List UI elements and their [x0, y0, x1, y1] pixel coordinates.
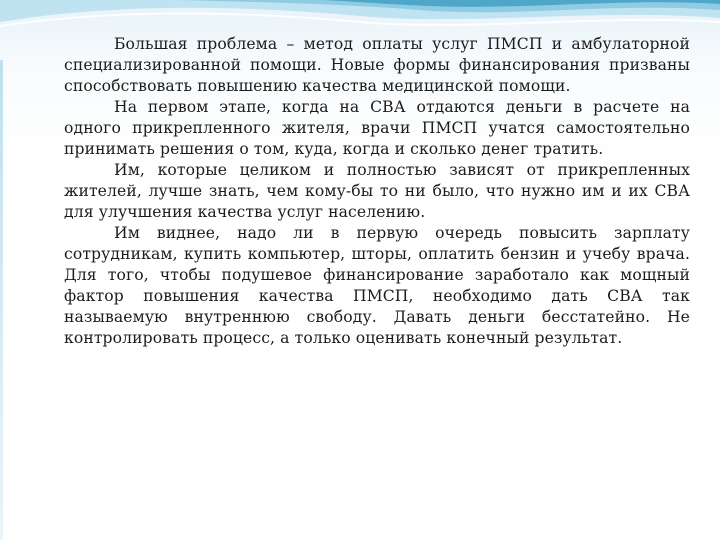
paragraph-1: Большая проблема – метод оплаты услуг ПМСП и амбулаторной специализированной помощи. Новые формы финансирования призваны способствовать повышению качества медицинской помощи. [64, 35, 690, 95]
paragraph-4: Им виднее, надо ли в первую очередь повысить зарплату сотрудникам, купить компьютер, шторы, оплатить бензин и учебу врача. Для того, чтобы подушевое финансирование заработало как мощный фактор повышения качества ПМСП, необходимо дать СВА так называемую внутреннюю свободу. Давать деньги бесстатейно. Не контролировать процесс, а только оценивать конечный результат. [64, 224, 690, 347]
paragraph-2: На первом этапе, когда на СВА отдаются деньги в расчете на одного прикрепленного жителя, врачи ПМСП учатся самостоятельно принимать решения о том, куда, когда и сколько денег тратить. [64, 98, 690, 158]
paragraph-3: Им, которые целиком и полностью зависят от прикрепленных жителей, лучше знать, чем кому-бы то ни было, что нужно им и их СВА для улучшения качества услуг населению. [64, 161, 690, 221]
left-accent-rule [0, 60, 3, 540]
body-text [64, 34, 690, 349]
